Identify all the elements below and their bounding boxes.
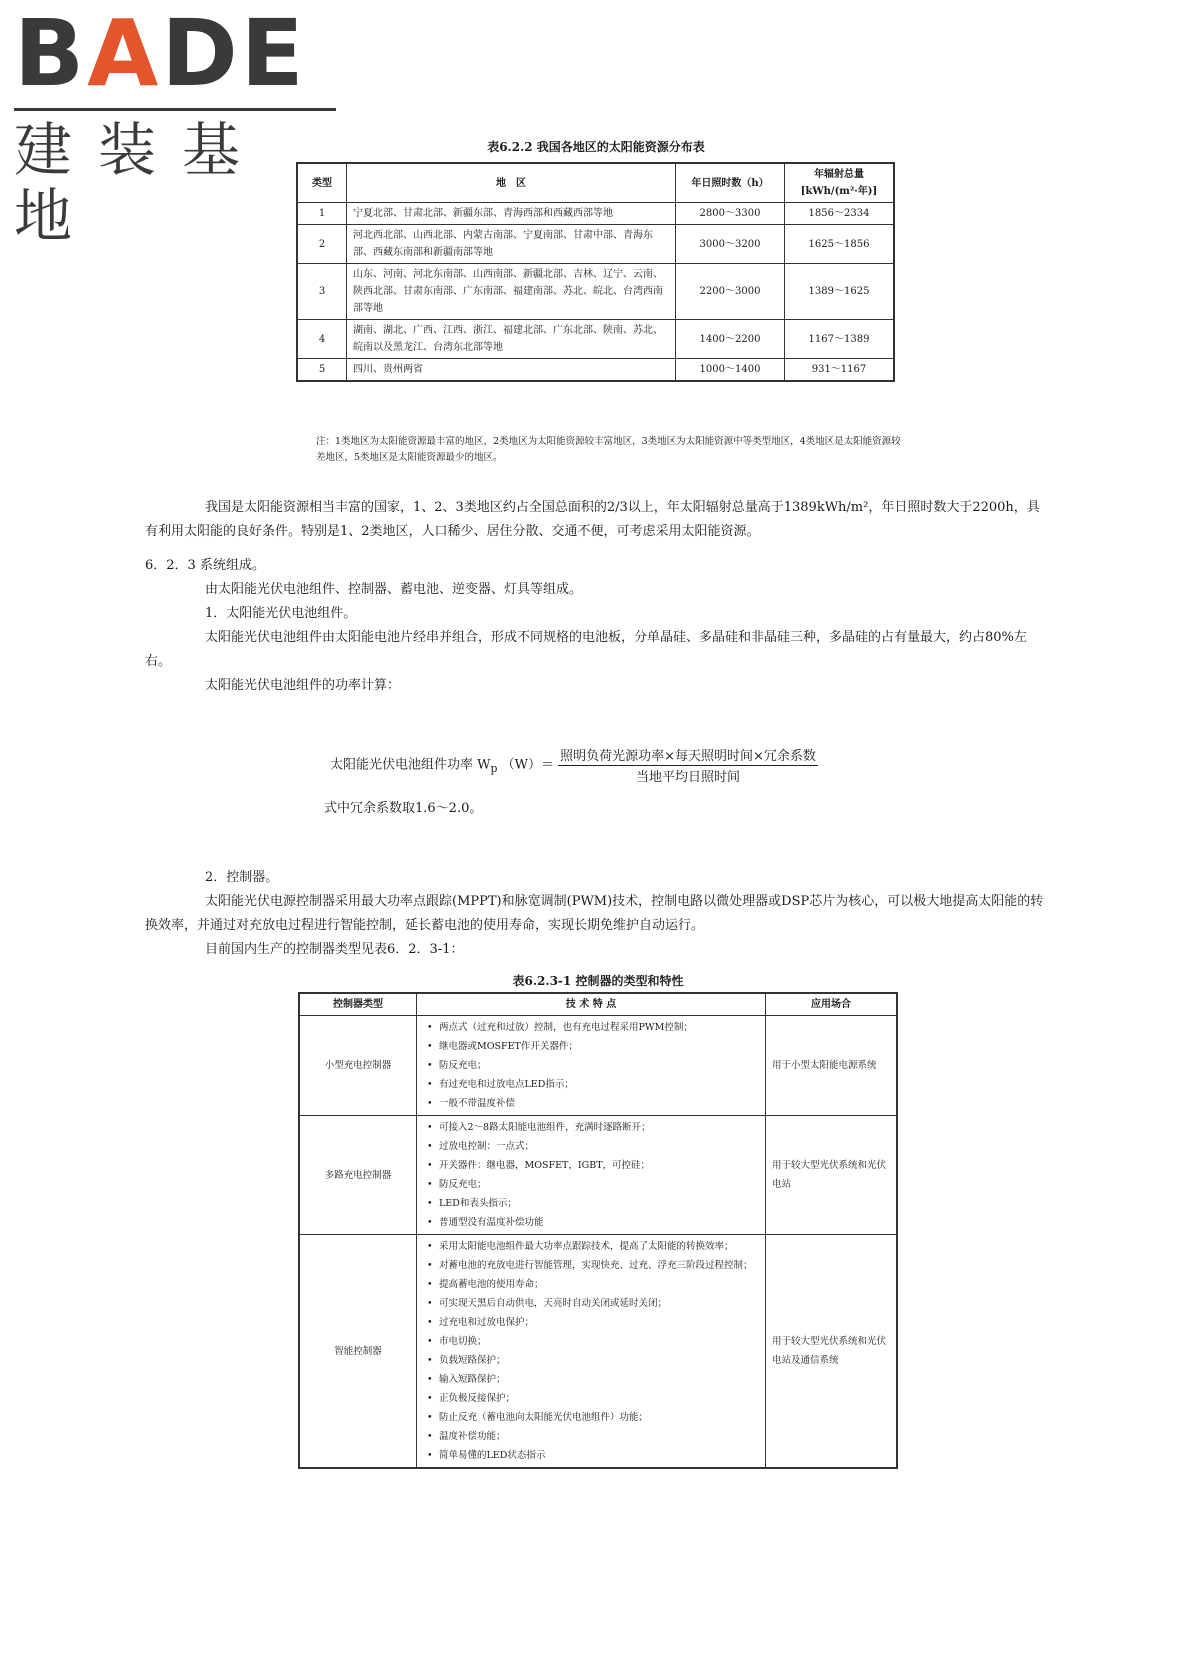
feature-item: • 市电切换；	[439, 1332, 759, 1351]
item1-calc: 太阳能光伏电池组件的功率计算：	[205, 678, 401, 693]
cell-controller-type: 小型充电控制器	[299, 1016, 417, 1116]
section-heading: 6．2．3 系统组成。	[145, 558, 265, 573]
feature-list	[423, 1118, 759, 1232]
formula-fraction	[558, 745, 818, 785]
cell-features	[417, 1016, 766, 1116]
col-type: 类型	[297, 163, 347, 203]
feature-item: • 过充电和过放电保护；	[439, 1313, 759, 1332]
col-region: 地 区	[347, 163, 676, 203]
cell-radiation: 1625～1856	[785, 225, 895, 264]
table-row	[297, 225, 894, 264]
feature-list	[423, 1237, 759, 1465]
item1-text: 太阳能光伏电池组件由太阳能电池片经串并组合，形成不同规格的电池板，分单晶硅、多晶硅和非晶硅三种，多晶硅的占有量最大，约占80%左右。	[145, 630, 1027, 669]
cell-radiation: 1856～2334	[785, 203, 895, 225]
table-row	[299, 1016, 897, 1116]
cell-radiation: 931～1167	[785, 359, 895, 382]
formula-note: 式中冗余系数取1.6～2.0。	[324, 801, 483, 816]
item1-title: 1．太阳能光伏电池组件。	[205, 606, 357, 621]
cell-hours: 1400～2200	[676, 320, 785, 359]
content-block-2	[145, 866, 1045, 962]
table-row	[299, 1116, 897, 1235]
table-header-row	[299, 993, 897, 1016]
cell-type: 5	[297, 359, 347, 382]
feature-item: • 正负极反接保护；	[439, 1389, 759, 1408]
feature-item: • 负载短路保护；	[439, 1351, 759, 1370]
feature-item: • 过放电控制：一点式；	[439, 1137, 759, 1156]
table1-note: 注：1类地区为太阳能资源最丰富的地区，2类地区为太阳能资源较丰富地区，3类地区为太阳能资源中等类型地区，4类地区是太阳能资源较差地区，5类地区是太阳能资源最少的地区。	[316, 436, 901, 463]
solar-resource-table	[296, 162, 895, 382]
formula-denominator: 当地平均日照时间	[635, 770, 740, 785]
col-radiation: 年辐射总量 [kWh/(m²·年)]	[785, 163, 895, 203]
feature-item: • 普通型没有温度补偿功能	[439, 1213, 759, 1232]
cell-features	[417, 1235, 766, 1469]
feature-item: • 输入短路保护；	[439, 1370, 759, 1389]
table2-caption: 表6.2.3-1 控制器的类型和特性	[512, 974, 684, 988]
cell-region: 河北西北部、山西北部、内蒙古南部、宁夏南部、甘肃中部、青海东部、西藏东南部和新疆南部等地	[347, 225, 676, 264]
feature-item: • 可实现天黑后自动供电，天亮时自动关闭或延时关闭；	[439, 1294, 759, 1313]
cell-radiation: 1389～1625	[785, 264, 895, 320]
item2-ref: 目前国内生产的控制器类型见表6．2．3-1：	[205, 942, 464, 957]
cell-type: 2	[297, 225, 347, 264]
cell-controller-type: 智能控制器	[299, 1235, 417, 1469]
feature-item: • 一般不带温度补偿	[439, 1094, 759, 1113]
formula-lhs-unit: （W）＝	[501, 757, 554, 773]
feature-item: • 防反充电；	[439, 1175, 759, 1194]
cell-region: 湖南、湖北、广西、江西、浙江、福建北部、广东北部、陕南、苏北、皖南以及黑龙江、台湾东北部等地	[347, 320, 676, 359]
cell-hours: 1000～1400	[676, 359, 785, 382]
cell-type: 1	[297, 203, 347, 225]
feature-item: • 采用太阳能电池组件最大功率点跟踪技术，提高了太阳能的转换效率；	[439, 1237, 759, 1256]
item2-text: 太阳能光伏电源控制器采用最大功率点跟踪(MPPT)和脉宽调制(PWM)技术，控制电路以微处理器或DSP芯片为核心，可以极大地提高太阳能的转换效率，并通过对充放电过程进行智能控制，延长蓄电池的使用寿命，实现长期免维护自动运行。	[145, 894, 1044, 933]
cell-application: 用于较大型光伏系统和光伏电站及通信系统	[766, 1235, 898, 1469]
power-formula	[324, 745, 924, 816]
cell-type: 4	[297, 320, 347, 359]
feature-item: • 防反充电；	[439, 1056, 759, 1075]
cell-region: 四川、贵州两省	[347, 359, 676, 382]
item2-title: 2．控制器。	[205, 870, 279, 885]
feature-item: • 继电器或MOSFET作开关器件；	[439, 1037, 759, 1056]
cell-radiation: 1167～1389	[785, 320, 895, 359]
feature-item: • 对蓄电池的充放电进行智能管理，实现快充、过充、浮充三阶段过程控制；	[439, 1256, 759, 1275]
cell-hours: 2200～3000	[676, 264, 785, 320]
formula-line	[330, 745, 924, 785]
col-controller-type: 控制器类型	[299, 993, 417, 1016]
logo-wordmark: BADE	[14, 0, 307, 107]
table-row	[297, 203, 894, 225]
table-row	[297, 264, 894, 320]
controller-types-table	[298, 992, 898, 1469]
feature-item: • 两点式（过充和过放）控制，也有充电过程采用PWM控制；	[439, 1018, 759, 1037]
col-hours: 年日照时数（h）	[676, 163, 785, 203]
table1-caption: 表6.2.2 我国各地区的太阳能资源分布表	[487, 140, 705, 154]
cell-hours: 3000～3200	[676, 225, 785, 264]
paragraph-solar-resources: 我国是太阳能资源相当丰富的国家，1、2、3类地区约占全国总面积的2/3以上，年太阳辐射总量高于1389kWh/m²，年日照时数大于2200h，具有利用太阳能的良好条件。特别是1、2类地区，人口稀少、居住分散、交通不便，可考虑采用太阳能资源。	[145, 500, 1040, 539]
content-block-1	[145, 496, 1045, 698]
table-row	[297, 359, 894, 382]
table-row	[299, 1235, 897, 1469]
formula-lhs-sub: p	[490, 762, 498, 776]
formula-lhs: 太阳能光伏电池组件功率 W	[330, 757, 491, 773]
cell-features	[417, 1116, 766, 1235]
logo-subtitle: 建装基地	[14, 108, 336, 249]
cell-hours: 2800～3300	[676, 203, 785, 225]
feature-item: • 提高蓄电池的使用寿命；	[439, 1275, 759, 1294]
feature-list	[423, 1018, 759, 1113]
cell-application: 用于较大型光伏系统和光伏电站	[766, 1116, 898, 1235]
cell-type: 3	[297, 264, 347, 320]
table-row	[297, 320, 894, 359]
cell-application: 用于小型太阳能电源系统	[766, 1016, 898, 1116]
table-header-row	[297, 163, 894, 203]
feature-item: • LED和表头指示；	[439, 1194, 759, 1213]
feature-item: • 有过充电和过放电点LED指示；	[439, 1075, 759, 1094]
feature-item: • 防止反充（蓄电池向太阳能光伏电池组件）功能；	[439, 1408, 759, 1427]
logo	[14, 0, 344, 250]
feature-item: • 开关器件：继电器，MOSFET，IGBT，可控硅；	[439, 1156, 759, 1175]
cell-region: 宁夏北部、甘肃北部、新疆东部、青海西部和西藏西部等地	[347, 203, 676, 225]
cell-controller-type: 多路充电控制器	[299, 1116, 417, 1235]
cell-region: 山东、河南、河北东南部、山西南部、新疆北部、吉林、辽宁、云南、陕西北部、甘肃东南部、广东南部、福建南部、苏北、皖北、台湾西南部等地	[347, 264, 676, 320]
feature-item: • 简单易懂的LED状态指示	[439, 1446, 759, 1465]
col-features: 技 术 特 点	[417, 993, 766, 1016]
formula-numerator: 照明负荷光源功率×每天照明时间×冗余系数	[558, 745, 818, 766]
section-intro: 由太阳能光伏电池组件、控制器、蓄电池、逆变器、灯具等组成。	[205, 582, 583, 597]
col-application: 应用场合	[766, 993, 898, 1016]
feature-item: • 温度补偿功能；	[439, 1427, 759, 1446]
feature-item: • 可接入2～8路太阳能电池组件，充满时逐路断开；	[439, 1118, 759, 1137]
